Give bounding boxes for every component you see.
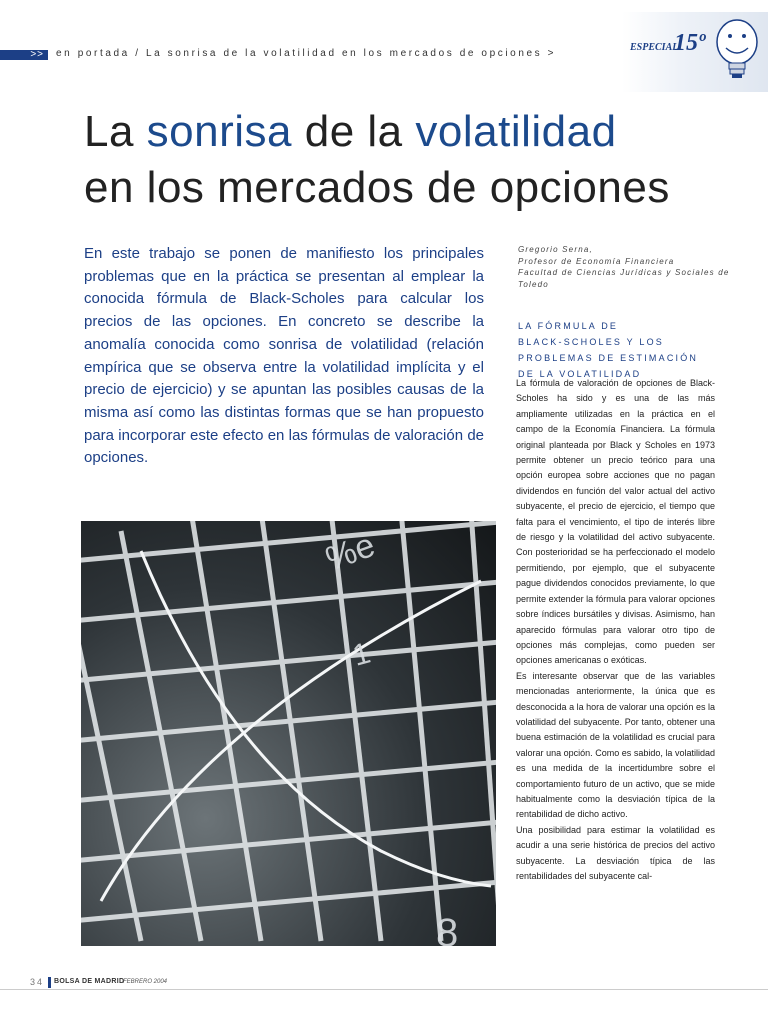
title-word-delа: de la — [292, 107, 416, 156]
section-heading — [518, 318, 718, 382]
footer-mark — [48, 977, 51, 988]
body-column — [516, 376, 715, 956]
section-arrow — [0, 50, 48, 60]
arrow-glyph: >> — [30, 49, 44, 60]
especial-badge — [622, 12, 768, 92]
section-heading-line3: PROBLEMAS DE ESTIMACIÓN — [518, 353, 699, 363]
publication-date: FEBRERO 2004 — [123, 979, 168, 985]
body-paragraph-1: La fórmula de valoración de opciones de Black-Scholes ha sido y es una de las más ampliamente utilizadas en la práctica en el campo de la Economía Financiera. La fórmula original planteada por Black y Scholes en 1973 permite obtener un precio teórico para una opción europea sobre acciones que no pagan dividendos en función del valor actual del activo subyacente, el precio de ejercicio, el tiempo que falta para el vencimiento, el tipo de interés libre de riesgo y la volatilidad del activo subyacente. Con posterioridad se ha perfeccionado el modelo permitiendo, por ejemplo, que el subyacente pague dividendos conocidos previamente, lo que permite extender la fórmula para valorar opciones sobre índices bursátiles y divisas. Asimismo, han aparecido fórmulas para valorar otro tipo de opciones más complejas, como pueden ser opciones americanas o exóticas. — [516, 378, 715, 666]
body-paragraph-3: Una posibilidad para estimar la volatilidad es acudir a una serie histórica de precios del activo subyacente. La desviación típica de las rentabilidades del subyacente cal- — [516, 824, 715, 881]
page-footer — [0, 977, 768, 989]
title-word-la: La — [84, 107, 147, 156]
publication-name: BOLSA DE MADRID — [54, 978, 125, 985]
author-name: Gregorio Serna, — [518, 245, 593, 254]
body-paragraph-2: Es interesante observar que de las variables mencionadas anteriormente, la única que es desconocida a la hora de valorar una opción es la volatilidad del subyacente. Por tanto, obtener una buena estimación de la volatilidad es crucial para valorar una opción. Como es sabido, la volatilidad es una medida de la incertidumbre sobre el comportamiento futuro de un activo, que se mide habitualmente como la desviación típica de la rentabilidad de dicho activo. — [516, 670, 715, 820]
author-faculty: Facultad de Ciencias Jurídicas y Sociales de Toledo — [518, 268, 730, 289]
breadcrumb: en portada / La sonrisa de la volatilidad en los mercados de opciones > — [56, 48, 557, 59]
section-heading-line4: DE LA VOLATILIDAD — [518, 369, 642, 379]
article-title — [84, 104, 744, 216]
svg-text:1: 1 — [349, 636, 374, 673]
grid-photo-illustration — [81, 521, 496, 946]
lightbulb-icon — [710, 16, 764, 86]
especial-number: 15º — [674, 30, 706, 56]
grid-chart-photo — [81, 521, 496, 946]
footer-rule — [0, 989, 768, 990]
title-word-volatilidad: volatilidad — [415, 107, 617, 156]
title-word-sonrisa: sonrisa — [146, 107, 293, 156]
title-line2: en los mercados de opciones — [84, 163, 670, 212]
author-role: Profesor de Economía Financiera — [518, 256, 675, 266]
svg-text:%e: %e — [320, 526, 380, 579]
svg-text:8: 8 — [436, 911, 459, 946]
author-block — [518, 244, 730, 290]
section-heading-line2: BLACK-SCHOLES Y LOS — [518, 337, 665, 347]
especial-label: ESPECIAL — [630, 42, 679, 53]
lead-paragraph: En este trabajo se ponen de manifiesto los principales problemas que en la práctica se presentan al emplear la conocida fórmula de Black-Scholes para calcular los precios de las opciones. En concreto se describe la anomalía conocida como sonrisa de volatilidad (relación empírica que se observa entre la volatilidad implícita y el precio de ejercicio) y se apuntan las posibles causas de la misma así como las distintas formas que se han propuesto para incorporar este efecto en las fórmulas de valoración de opciones. — [84, 245, 484, 467]
page-number: 34 — [30, 977, 45, 987]
section-heading-line1: LA FÓRMULA DE — [518, 321, 619, 331]
